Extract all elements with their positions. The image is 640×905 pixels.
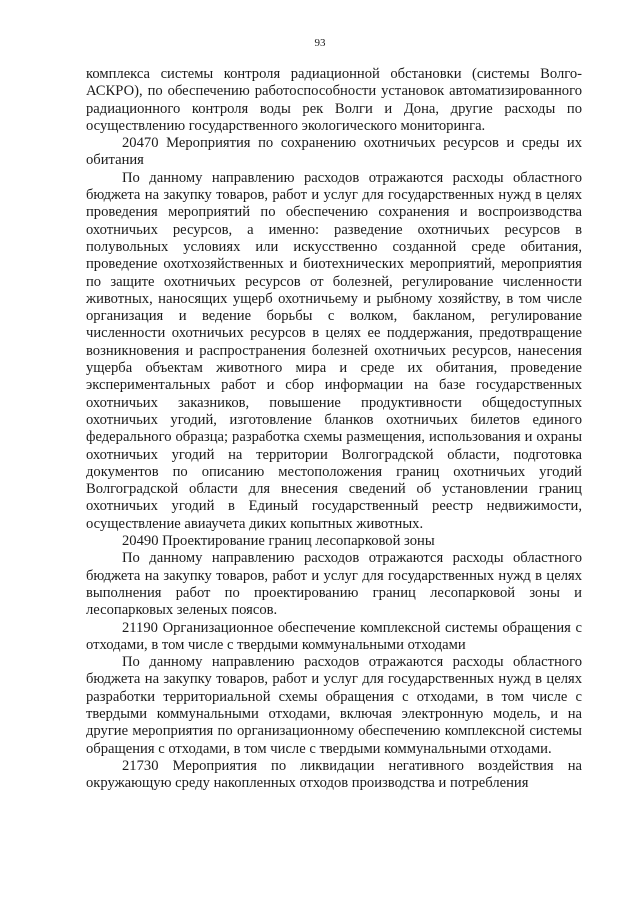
section-heading-20470: 20470 Мероприятия по сохранению охотничьих ресурсов и среды их обитания [86,135,582,169]
paragraph-21190-description: По данному направлению расходов отражаются расходы областного бюджета на закупку товаров, работ и услуг для государственных нужд в целях разработки территориальной схемы обращения с отходами, в том числе с твердыми коммунальными отходами, включая электронную модель, и на другие мероприятия по организационному обеспечению комплексной системы обращения с отходами, в том числе с твердыми коммунальными отходами. [86,654,582,757]
paragraph-continuation: комплекса системы контроля радиационной обстановки (системы Волго-АСКРО), по обеспечению работоспособности установок автоматизированного радиационного контроля воды рек Волги и Дона, другие расходы по осуществлению государственного экологического мониторинга. [86,66,582,134]
section-heading-21730: 21730 Мероприятия по ликвидации негативного воздействия на окружающую среду накопленных отходов производства и потребления [86,757,582,792]
section-heading-21190: 21190 Организационное обеспечение комплексной системы обращения с отходами, в том числе с твердыми коммунальными отходами [86,619,582,653]
page-number: 93 [314,37,326,49]
paragraph-20490-description: По данному направлению расходов отражаются расходы областного бюджета на закупку товаров, работ и услуг для государственных нужд в целях выполнения работ по проектированию границ лесопарковой зоны и лесопарковых зеленых поясов. [86,550,582,619]
section-heading-20490: 20490 Проектирование границ лесопарковой зоны [122,533,435,550]
paragraph-20470-description: По данному направлению расходов отражаются расходы областного бюджета на закупку товаров, работ и услуг для государственных нужд в целях проведения мероприятий по обеспечению сохранения и воспроизводства охотничьих ресурсов, а именно: разведение охотничьих ресурсов в полувольных условиях или искусственно созданной среде обитания, проведение охотхозяйственных и биотехнических мероприятий, мероприятия по защите охотничьих ресурсов от болезней, регулирование численности животных, наносящих ущерб охотничьему и рыбному хозяйству, в том числе организация и ведение борьбы с волком, бакланом, регулирование численности охотничьих ресурсов в целях ее поддержания, предотвращение возникновения и распространения болезней охотничьих ресурсов, нанесения ущерба объектам животного мира и среде их обитания, проведение экспериментальных работ и сбор информации на базе государственных охотничьих заказников, повышение продуктивности общедоступных охотничьих угодий, изготовление бланков охотничьих билетов единого федерального образца; разработка схемы размещения, использования и охраны охотничьих угодий на территории Волгоградской области, подготовка документов по описанию местоположения границ охотничьих угодий Волгоградской области для внесения сведений об установлении границ охотничьих угодий в Единый государственный реестр недвижимости, осуществление авиаучета диких копытных животных. [86,169,582,532]
document-body [86,66,582,792]
